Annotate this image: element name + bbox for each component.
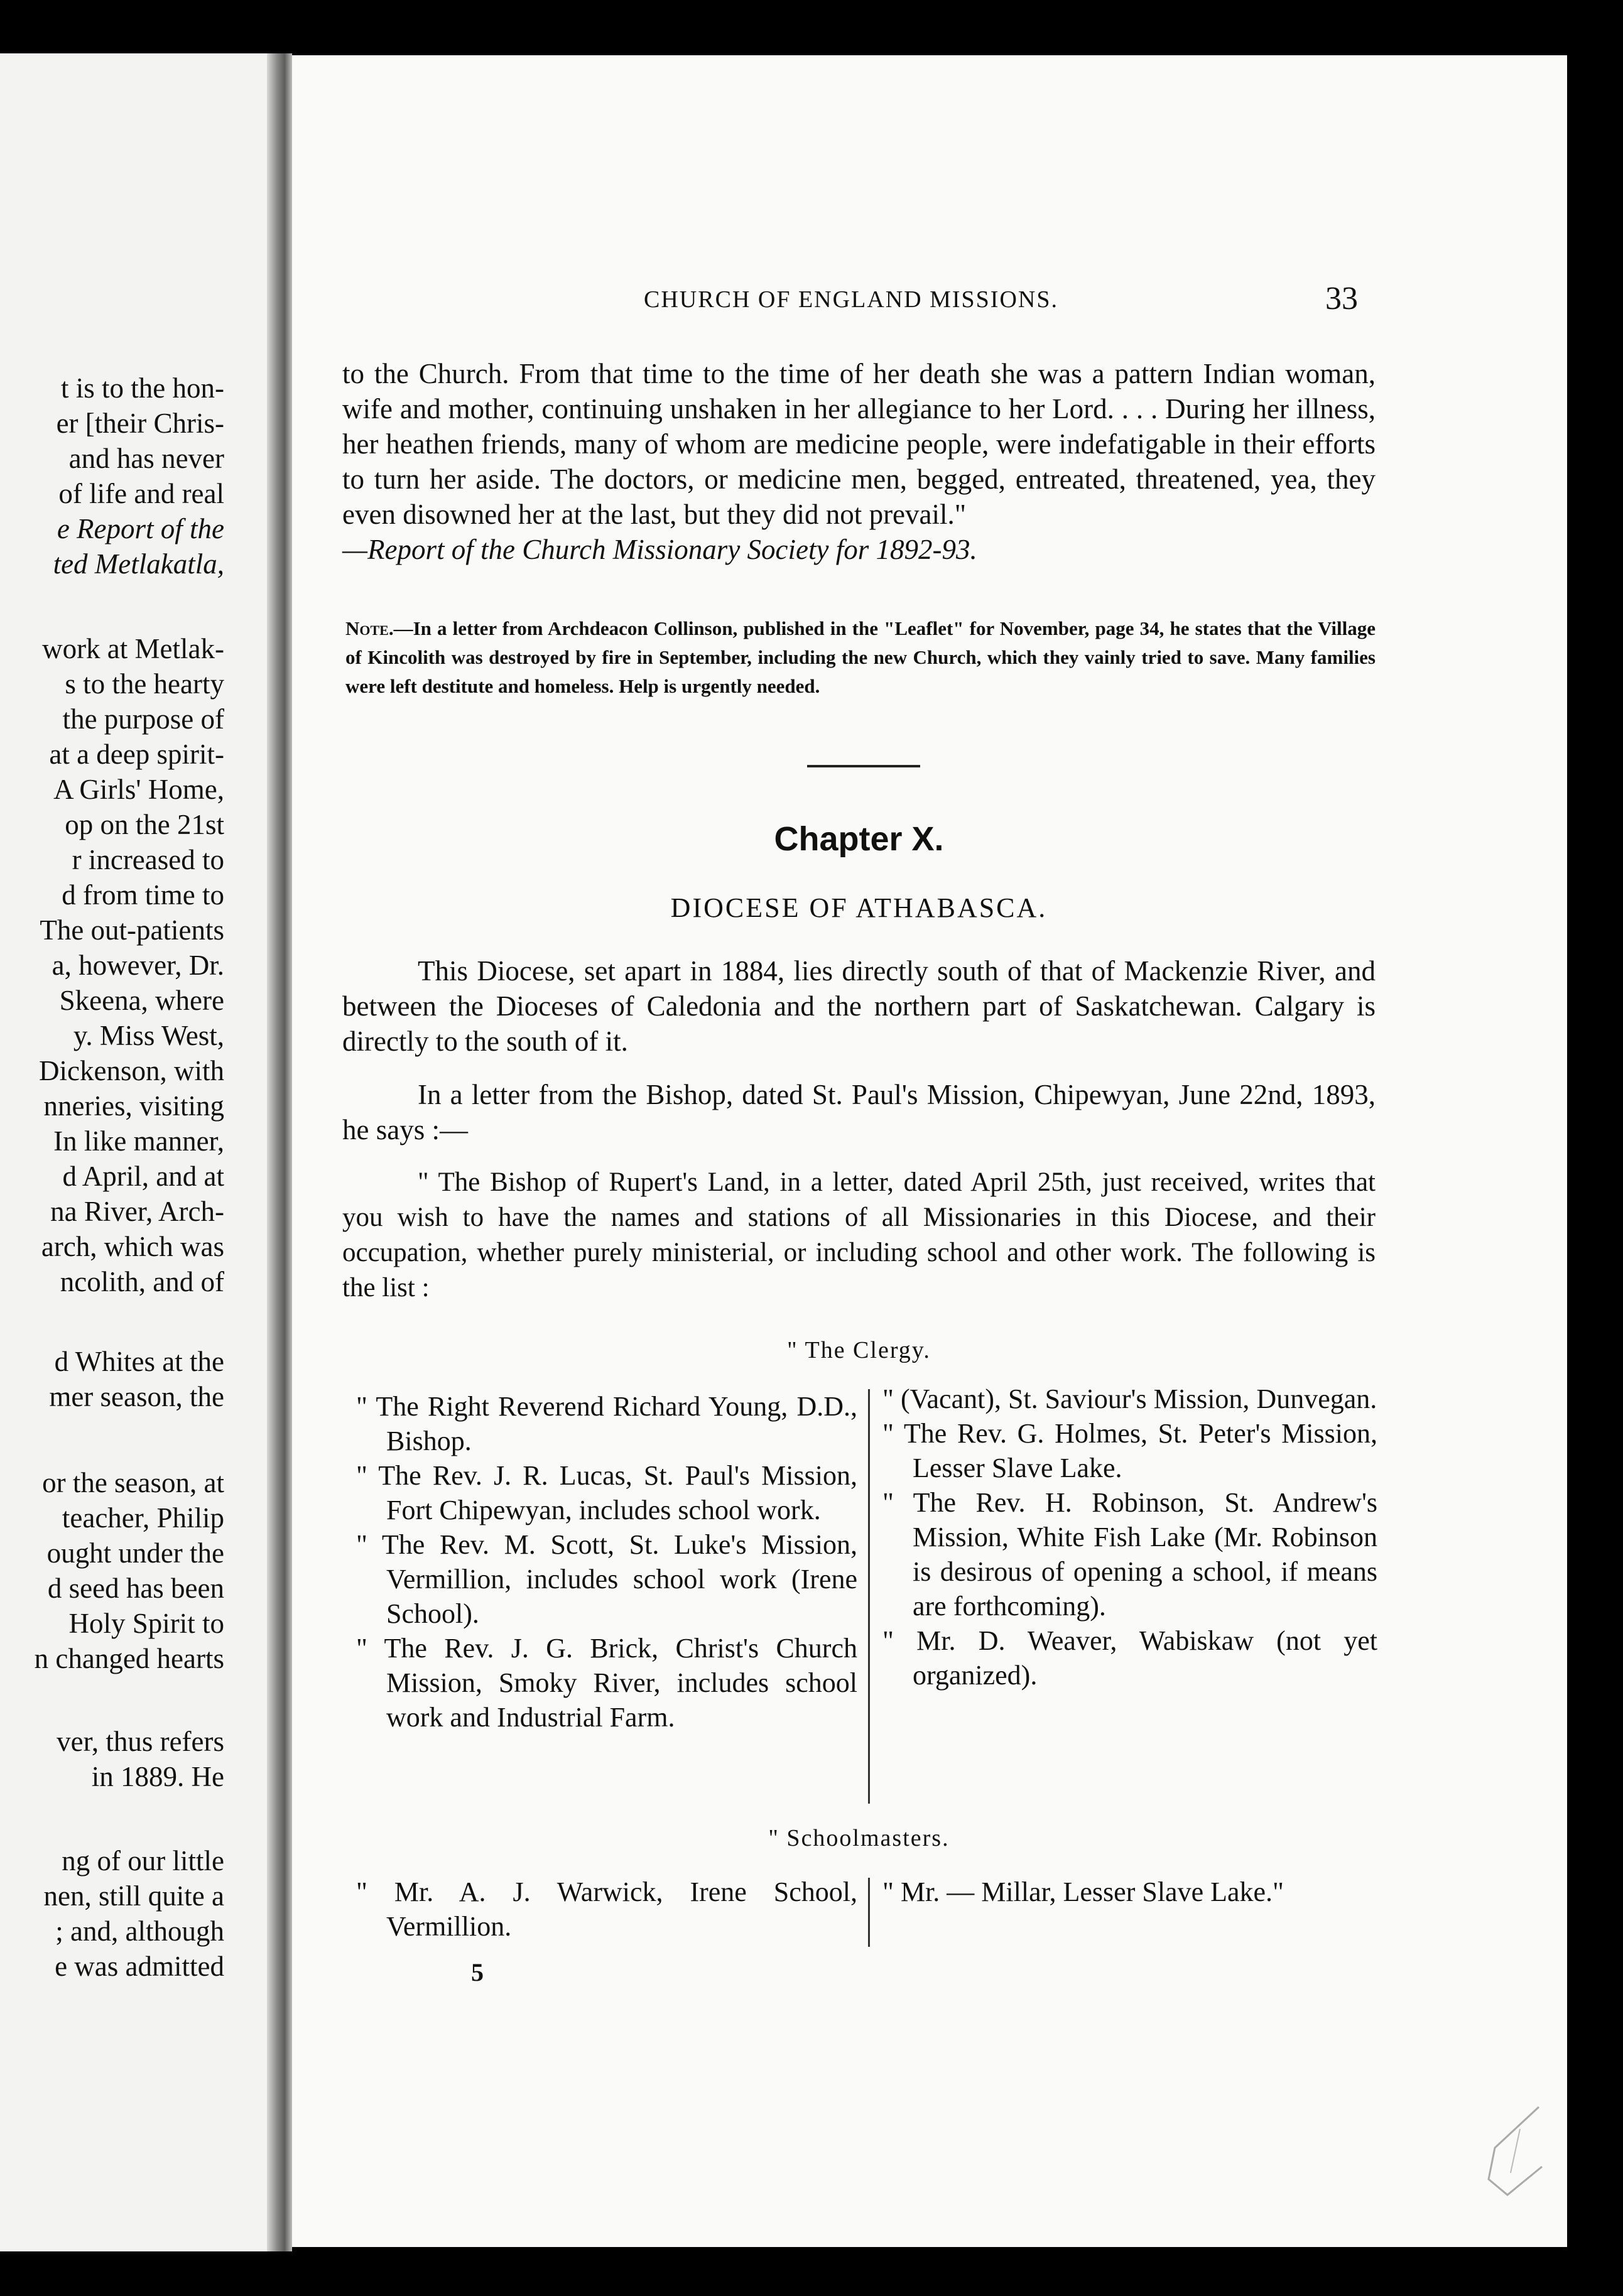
- previous-page-line: e was admitted: [55, 1951, 224, 1982]
- previous-page-line: t is to the hon-: [61, 372, 224, 404]
- column-divider: [868, 1389, 870, 1804]
- schoolmaster-entry: " Mr. A. J. Warwick, Irene School, Vermillion.: [356, 1876, 857, 1942]
- previous-page-line: e Report of the: [57, 513, 224, 544]
- previous-page-line: ng of our little: [62, 1845, 224, 1876]
- quote-citation: —Report of the Church Missionary Society for 1892-93.: [342, 534, 977, 565]
- paragraph-1: This Diocese, set apart in 1884, lies directly south of that of Mackenzie River, and between the Dioceses of Caledonia and the northern part of Saskatchewan. Calgary is directly to the south of it.: [342, 955, 1376, 1057]
- chapter-title: Chapter X.: [774, 820, 944, 858]
- previous-page-line: mer season, the: [49, 1381, 224, 1412]
- previous-page-line: er [their Chris-: [56, 408, 224, 439]
- previous-page-line: Skeena, where: [59, 985, 224, 1016]
- previous-page-line: op on the 21st: [65, 809, 224, 840]
- previous-page-line: d Whites at the: [54, 1346, 224, 1377]
- previous-page-line: ncolith, and of: [60, 1266, 224, 1297]
- clergy-entry: " The Rev. J. R. Lucas, St. Paul's Mission, Fort Chipewyan, includes school work.: [356, 1460, 857, 1525]
- running-title: CHURCH OF ENGLAND MISSIONS.: [644, 286, 1058, 313]
- signature-mark: 5: [471, 1958, 484, 1986]
- schoolmasters-left-column: [349, 1875, 857, 1944]
- previous-page-line: Dickenson, with: [39, 1055, 224, 1086]
- note-label: Note.: [345, 617, 394, 639]
- previous-page-line: A Girls' Home,: [53, 774, 224, 805]
- clergy-entry: " The Rev. H. Robinson, St. Andrew's Mission, White Fish Lake (Mr. Robinson is desirous of opening a school, if means are forthcoming).: [882, 1487, 1377, 1622]
- previous-page-line: arch, which was: [41, 1231, 224, 1262]
- paragraph-2: In a letter from the Bishop, dated St. Paul's Mission, Chipewyan, June 22nd, 1893, he says :—: [342, 1079, 1376, 1145]
- clergy-left-column: [349, 1389, 857, 1735]
- diocese-title: DIOCESE OF ATHABASCA.: [670, 892, 1048, 923]
- clergy-right-column: [875, 1382, 1377, 1692]
- previous-page-line: work at Metlak-: [42, 633, 224, 664]
- previous-page-line: d from time to: [62, 879, 224, 911]
- quote-continuation: [342, 356, 1376, 567]
- quote-text: to the Church. From that time to the time of her death she was a pattern Indian woman, wife and mother, continuing unshaken in her allegiance to her Lord. . . . During her illness, her heathen friends, many of whom are medicine people, were indefatigable in their efforts to turn her aside. The doctors, or medicine men, begged, entreated, threatened, yea, they even disowned her at the last, but they did not prevail.": [342, 358, 1376, 530]
- previous-page-line: d April, and at: [62, 1161, 224, 1192]
- clergy-entry: " The Rev. J. G. Brick, Christ's Church Mission, Smoky River, includes school work and Industrial Farm.: [356, 1633, 857, 1733]
- previous-page-line: the purpose of: [62, 703, 224, 735]
- section-rule: [807, 765, 920, 767]
- previous-page-line: nneries, visiting: [43, 1090, 224, 1122]
- previous-page-line: In like manner,: [53, 1125, 224, 1157]
- previous-page-line: The out-patients: [40, 914, 224, 946]
- previous-page-line: d seed has been: [47, 1573, 224, 1604]
- previous-page-line: teacher, Philip: [62, 1502, 224, 1534]
- page-number: 33: [1325, 281, 1358, 317]
- previous-page-line: r increased to: [72, 844, 224, 875]
- footnote: [345, 614, 1376, 701]
- previous-page-line: ted Metlakatla,: [53, 548, 224, 580]
- previous-page-line: s to the hearty: [65, 668, 224, 700]
- previous-page-line: or the season, at: [42, 1467, 224, 1498]
- clergy-entry: " The Right Reverend Richard Young, D.D., Bishop.: [356, 1391, 857, 1456]
- note-text: —In a letter from Archdeacon Collinson, published in the "Leaflet" for November, page 34, he states that the Village of Kincolith was destroyed by fire in September, including the new Church, which they vainly tried to save. Many families were left destitute and homeless. Help is urgently needed.: [345, 617, 1376, 697]
- clergy-entry: " (Vacant), St. Saviour's Mission, Dunvegan.: [882, 1384, 1377, 1414]
- previous-page-line: a, however, Dr.: [52, 950, 224, 981]
- column-divider: [868, 1878, 870, 1947]
- schoolmasters-right-column: [875, 1875, 1377, 1909]
- schoolmasters-heading: " Schoolmasters.: [768, 1825, 950, 1851]
- book-gutter: [267, 53, 292, 2251]
- clergy-entry: " The Rev. G. Holmes, St. Peter's Mission, Lesser Slave Lake.: [882, 1418, 1377, 1483]
- clergy-entry: " Mr. D. Weaver, Wabiskaw (not yet organized).: [882, 1625, 1377, 1691]
- previous-page-line: Holy Spirit to: [68, 1608, 224, 1639]
- paragraph-3: " The Bishop of Rupert's Land, in a letter, dated April 25th, just received, writes that you wish to have the names and stations of all Missionaries in this Diocese, and their occupation, whether purely ministerial, or including school and other work. The following is the list :: [342, 1167, 1376, 1302]
- previous-page-line: at a deep spirit-: [49, 739, 224, 770]
- previous-page-line: and has never: [68, 443, 224, 474]
- clergy-heading: " The Clergy.: [787, 1337, 931, 1363]
- previous-page-line: in 1889. He: [91, 1761, 224, 1792]
- previous-page-line: ought under the: [46, 1537, 224, 1569]
- previous-page: [0, 53, 267, 2251]
- previous-page-line: na River, Arch-: [50, 1196, 224, 1227]
- previous-page-line: n changed hearts: [34, 1643, 224, 1674]
- previous-page-line: nen, still quite a: [43, 1880, 224, 1912]
- clergy-entry: " The Rev. M. Scott, St. Luke's Mission, Vermillion, includes school work (Irene School).: [356, 1529, 857, 1629]
- previous-page-line: ; and, although: [55, 1915, 224, 1947]
- schoolmaster-entry: " Mr. — Millar, Lesser Slave Lake.": [882, 1876, 1284, 1907]
- previous-page-line: ver, thus refers: [57, 1726, 224, 1757]
- page-corner-mark: [1482, 2104, 1545, 2198]
- previous-page-line: of life and real: [58, 478, 224, 509]
- previous-page-line: y. Miss West,: [73, 1020, 224, 1051]
